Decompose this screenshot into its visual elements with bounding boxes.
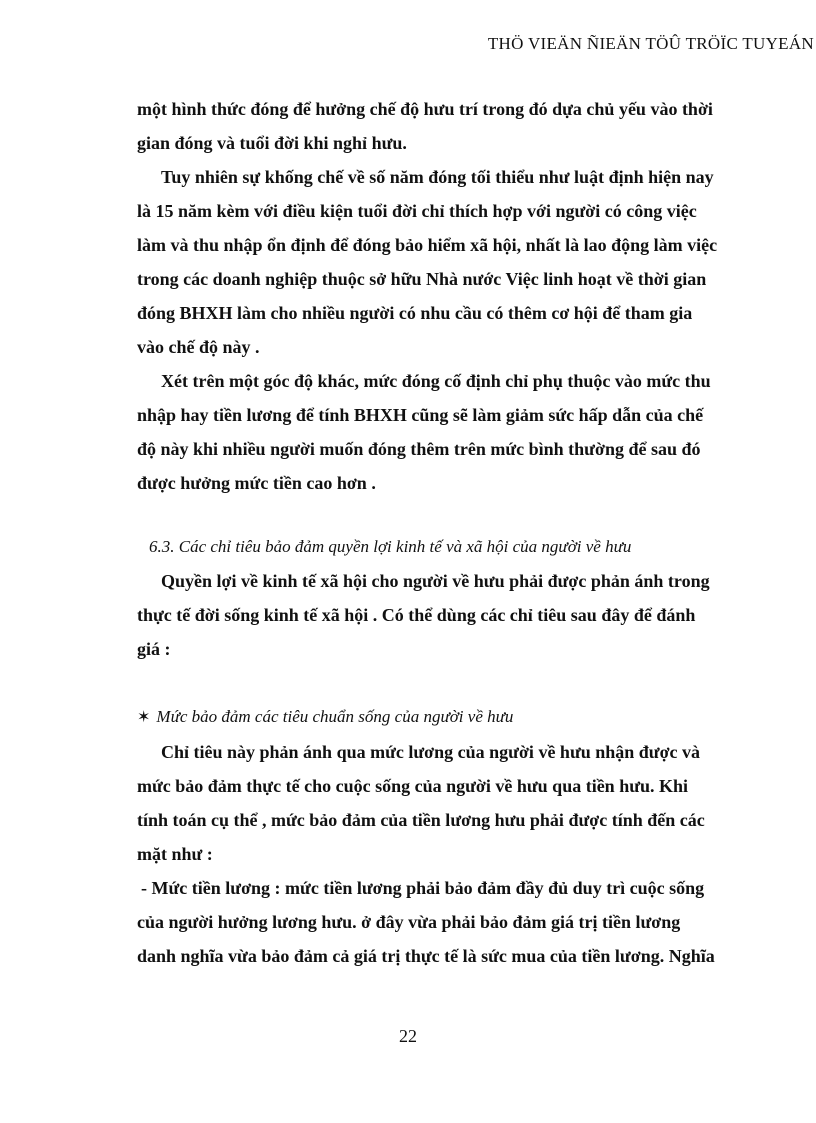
text-line: vào chế độ này . bbox=[137, 337, 260, 357]
text-line: thực tế đời sống kinh tế xã hội . Có thể dùng các chỉ tiêu sau đây để đánh bbox=[137, 605, 696, 625]
text-line: một hình thức đóng để hưởng chế độ hưu trí trong đó dựa chủ yếu vào thời bbox=[137, 99, 713, 119]
sub-heading bbox=[137, 700, 757, 735]
text-line: độ này khi nhiều người muốn đóng thêm trên mức bình thường để sau đó bbox=[137, 439, 701, 459]
text-line: Chỉ tiêu này phản ánh qua mức lương của người về hưu nhận được và bbox=[161, 742, 701, 762]
document-body bbox=[137, 92, 757, 973]
text-line: - Mức tiền lương : mức tiền lương phải bảo đảm đầy đủ duy trì cuộc sống bbox=[141, 878, 705, 898]
page-header-title: THÖ VIEÄN ÑIEÄN TÖÛ TRÖÏC TUYEÁN bbox=[487, 34, 814, 53]
text-line: Quyền lợi về kinh tế xã hội cho người về hưu phải được phản ánh trong bbox=[161, 571, 710, 591]
dash-list-item bbox=[137, 871, 757, 973]
text-line: làm và thu nhập ổn định để đóng bảo hiểm xã hội, nhất là lao động làm việc bbox=[137, 235, 718, 255]
text-line: mặt như : bbox=[137, 844, 213, 864]
text-line: của người hưởng lương hưu. ở đây vừa phải bảo đảm giá trị tiền lương bbox=[137, 912, 681, 932]
paragraph-pension-level bbox=[137, 735, 757, 871]
text-line: là 15 năm kèm với điều kiện tuổi đời chỉ thích hợp với người có công việc bbox=[137, 201, 697, 221]
text-line: Tuy nhiên sự khống chế về số năm đóng tối thiểu như luật định hiện nay bbox=[161, 167, 714, 187]
paragraph-continuation bbox=[137, 92, 757, 160]
text-line: đóng BHXH làm cho nhiều người có nhu cầu có thêm cơ hội để tham gia bbox=[137, 303, 693, 323]
paragraph-minimum-years bbox=[137, 160, 757, 364]
text-line: được hưởng mức tiền cao hơn . bbox=[137, 473, 376, 493]
text-line: mức bảo đảm thực tế cho cuộc sống của người về hưu qua tiền hưu. Khi bbox=[137, 776, 689, 796]
paragraph-economic-rights bbox=[137, 564, 757, 666]
text-line: giá : bbox=[137, 639, 171, 659]
text-line: trong các doanh nghiệp thuộc sở hữu Nhà nước Việc linh hoạt về thời gian bbox=[137, 269, 707, 289]
page-number: 22 bbox=[399, 1026, 417, 1046]
paragraph-fixed-contribution bbox=[137, 364, 757, 500]
star-bullet-icon: ✶ bbox=[137, 709, 151, 726]
sub-heading-text: Mức bảo đảm các tiêu chuẩn sống của người về hưu bbox=[156, 707, 514, 726]
text-line: gian đóng và tuổi đời khi nghỉ hưu. bbox=[137, 133, 407, 153]
text-line bbox=[137, 905, 757, 973]
text-line: tính toán cụ thể , mức bảo đảm của tiền lương hưu phải được tính đến các bbox=[137, 810, 705, 830]
text-line: Xét trên một góc độ khác, mức đóng cố định chỉ phụ thuộc vào mức thu bbox=[161, 371, 711, 391]
section-heading: 6.3. Các chỉ tiêu bảo đảm quyền lợi kinh tế và xã hội của người về hưu bbox=[149, 537, 632, 556]
text-line: nhập hay tiền lương để tính BHXH cũng sẽ làm giảm sức hấp dẫn của chế bbox=[137, 405, 704, 425]
text-line: danh nghĩa vừa bảo đảm cả giá trị thực tế là sức mua của tiền lương. Nghĩa bbox=[137, 946, 715, 966]
